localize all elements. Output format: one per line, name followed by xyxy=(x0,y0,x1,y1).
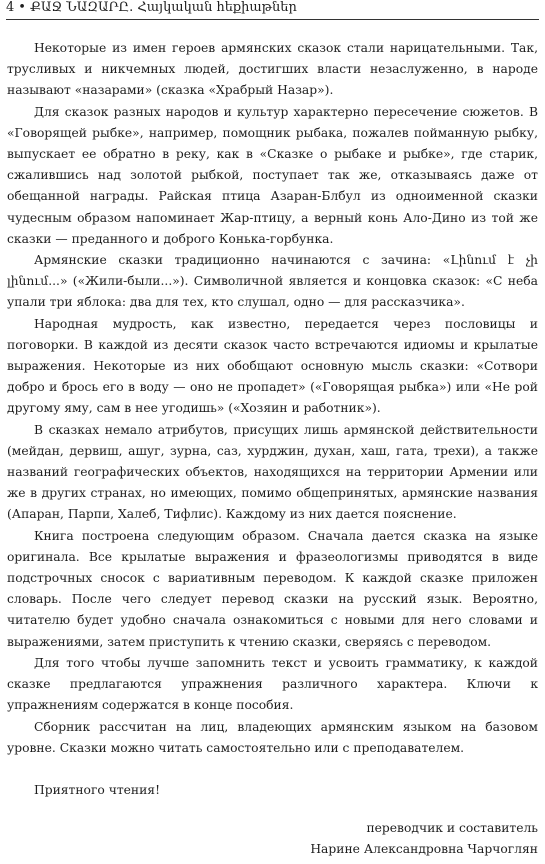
paragraph: Некоторые из имен героев армянских сказок стали нарицательными. Так, трусливых и никчемных людей, достигших власти незаслуженно, в народе называют «назарами» (сказка «Храбрый Назар»). xyxy=(7,41,538,98)
page-number: 4 xyxy=(6,0,15,15)
signature-role: переводчик и составитель xyxy=(366,821,538,835)
main-text xyxy=(7,38,538,801)
signature-name: Нарине Александровна Чарчоглян xyxy=(310,842,538,857)
header-bullet: • xyxy=(18,0,26,15)
paragraph: Для того чтобы лучше запомнить текст и усвоить грамматику, к каждой сказке предлагаются упражнения различного характера. Ключи к упражнениям содержатся в конце пособия. xyxy=(7,655,538,713)
running-title: ՔԱՋ ՆԱԶԱՐԸ. Հայկական հեքիաթներ xyxy=(29,0,297,15)
paragraph: В сказках немало атрибутов, присущих лишь армянской действительности (мейдан, дервиш, ашуг, зурна, саз, хурджин, духан, хаш, гата, трехи), а также названий географических объектов, находящихся на территории Армении или же в других странах, но имеющих, помимо общепринятых, армянские названия (Апаран, Парпи, Халеб, Тифлис). Каждому из них дается пояснение. xyxy=(7,422,538,522)
paragraph: Книга построена следующим образом. Сначала дается сказка на языке оригинала. Все крылатые выражения и фразеологизмы приводятся в виде подстрочных сносок с вариативным переводом. К каждой сказке приложен словарь. После чего следует перевод сказки на русский язык. Вероятно, читателю будет удобно сначала ознакомиться с новыми для него словами и выражениями, затем приступить к чтению сказки, сверяясь с переводом. xyxy=(7,528,538,649)
running-header xyxy=(6,0,539,16)
paragraph: Для сказок разных народов и культур характерно пересечение сюжетов. В «Говорящей рыбке», например, помощник рыбака, пожалев пойманную рыбку, выпускает ее обратно в реку, как в «Сказке о рыбаке и рыбке», где старик, сжалившись над золотой рыбкой, поступает так же, отказываясь даже от обещанной награды. Райская птица Азаран-Блбул из одноименной сказки чудесным образом напоминает Жар-птицу, а верный конь Ало-Дино из той же сказки — преданного и доброго Конька-горбунка. xyxy=(7,104,538,246)
closing-line: Приятного чтения! xyxy=(34,782,161,797)
paragraph: Сборник рассчитан на лиц, владеющих армянским языком на базовом уровне. Сказки можно читать самостоятельно или с преподавателем. xyxy=(7,719,538,755)
paragraph: Народная мудрость, как известно, передается через пословицы и поговорки. В каждой из десяти сказок часто встречаются идиомы и крылатые выражения. Некоторые из них обобщают основную мысль сказки: «Сотвори добро и брось его в воду — оно не пропадет» («Говорящая рыбка») или «Не рой другому яму, сам в нее угодишь» («Хозяин и работник»). xyxy=(7,316,538,416)
paragraph: Армянские сказки традиционно начинаются с зачина: «Լինում է չի լինում...» («Жили-были...»). Символичной является и концовка сказок: «С неба упали три яблока: два для тех, кто слушал, одно — для рассказчика». xyxy=(7,253,538,310)
header-rule xyxy=(6,19,539,20)
signature-block xyxy=(310,818,538,860)
